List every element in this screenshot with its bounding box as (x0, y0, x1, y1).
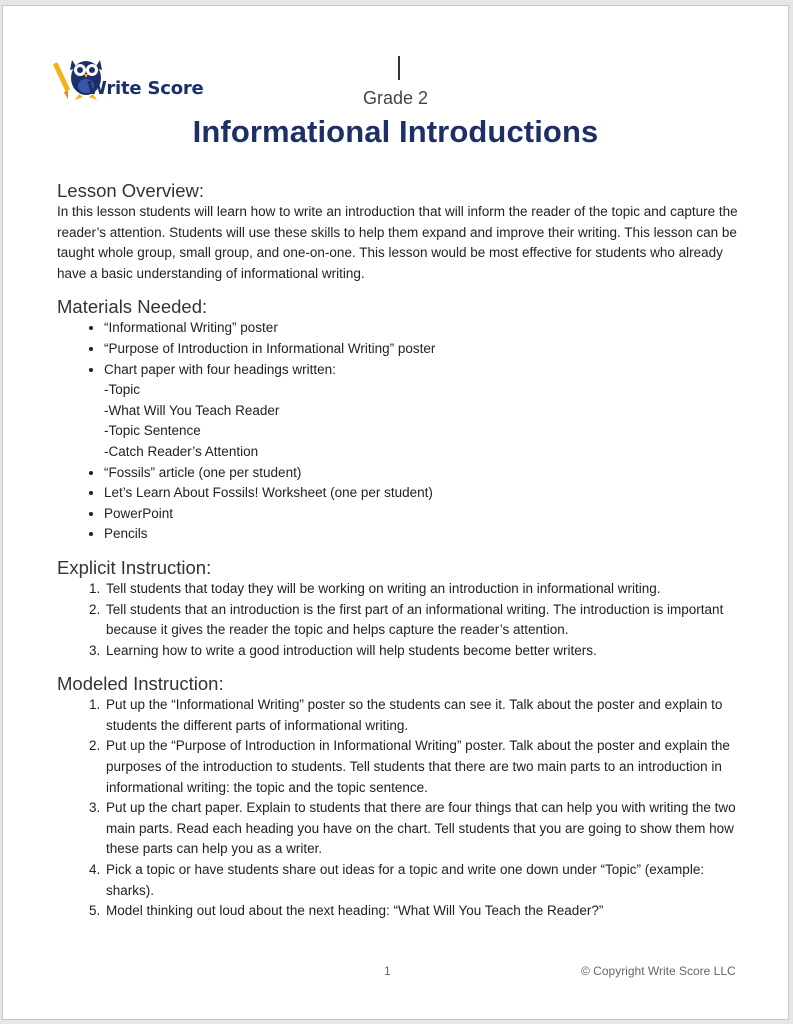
sub-item: -Topic Sentence (104, 423, 201, 439)
list-item: • “Purpose of Introduction in Informational Writing” poster (104, 339, 747, 360)
lesson-overview-section (57, 180, 747, 284)
copyright-text: © Copyright Write Score LLC (581, 964, 736, 978)
explicit-instruction-list (57, 579, 747, 661)
text-cursor (398, 56, 400, 80)
list-item: • “Fossils” article (one per student) (104, 463, 747, 484)
list-item: 2. Tell students that an introduction is the first part of an informational writing. The introduction is important because it gives the reader the topic and helps capture the reader’s attention. (104, 600, 747, 641)
list-item: • PowerPoint (104, 504, 747, 525)
logo-text: Write Score (87, 78, 204, 99)
list-item: 1. Put up the “Informational Writing” poster so the students can see it. Talk about the poster and explain to students the different parts of informational writing. (104, 695, 747, 736)
modeled-instruction-heading: Modeled Instruction: (57, 673, 224, 695)
explicit-instruction-heading: Explicit Instruction: (57, 556, 212, 578)
materials-list (57, 318, 747, 545)
lesson-overview-text: In this lesson students will learn how to write an introduction that will inform the reader of the topic and capture the reader’s attention. Students will use these skills to help them expand and improve their writing. This lesson can be taught whole group, small group, and one-on-one. This lesson would be most effective for students who already have a basic understanding of informational writing. (57, 204, 738, 281)
modeled-instruction-section (57, 673, 747, 922)
list-item: • Pencils (104, 524, 747, 545)
list-item: 4. Pick a topic or have students share out ideas for a topic and write one down under “Topic” (example: sharks). (104, 860, 747, 901)
materials-heading: Materials Needed: (57, 296, 208, 318)
list-item: 2. Put up the “Purpose of Introduction in Informational Writing” poster. Talk about the poster and explain the purposes of the introduction to students. Tell students that there are two main parts to an introduction in informational writing: the topic and the topic sentence. (104, 736, 747, 798)
list-item: • “Informational Writing” poster (104, 318, 747, 339)
page-title: Informational Introductions (192, 114, 599, 149)
list-item (104, 360, 747, 463)
materials-section (57, 296, 747, 545)
list-item: 3. Learning how to write a good introduction will help students become better writers. (104, 641, 747, 662)
document-body (57, 180, 747, 934)
sub-item: -Topic (104, 382, 141, 398)
list-item-text: Chart paper with four headings written: (104, 361, 336, 377)
list-item: 1. Tell students that today they will be working on writing an introduction in informational writing. (104, 579, 747, 600)
grade-label: Grade 2 (362, 88, 429, 108)
list-item: • Let’s Learn About Fossils! Worksheet (one per student) (104, 483, 747, 504)
list-item: 3. Put up the chart paper. Explain to students that there are four things that can help you with writing the two main parts. Read each heading you have on the chart. Tell students that you are going to show them how these parts can help you as a writer. (104, 798, 747, 860)
sub-item: -Catch Reader’s Attention (104, 443, 259, 459)
explicit-instruction-section (57, 557, 747, 661)
list-item: 5. Model thinking out loud about the next heading: “What Will You Teach the Reader?” (104, 901, 747, 922)
modeled-instruction-list (57, 695, 747, 922)
page-number: 1 (384, 964, 391, 978)
lesson-overview-heading: Lesson Overview: (57, 180, 205, 201)
sub-item: -What Will You Teach Reader (104, 402, 280, 418)
document-page (2, 5, 789, 1020)
